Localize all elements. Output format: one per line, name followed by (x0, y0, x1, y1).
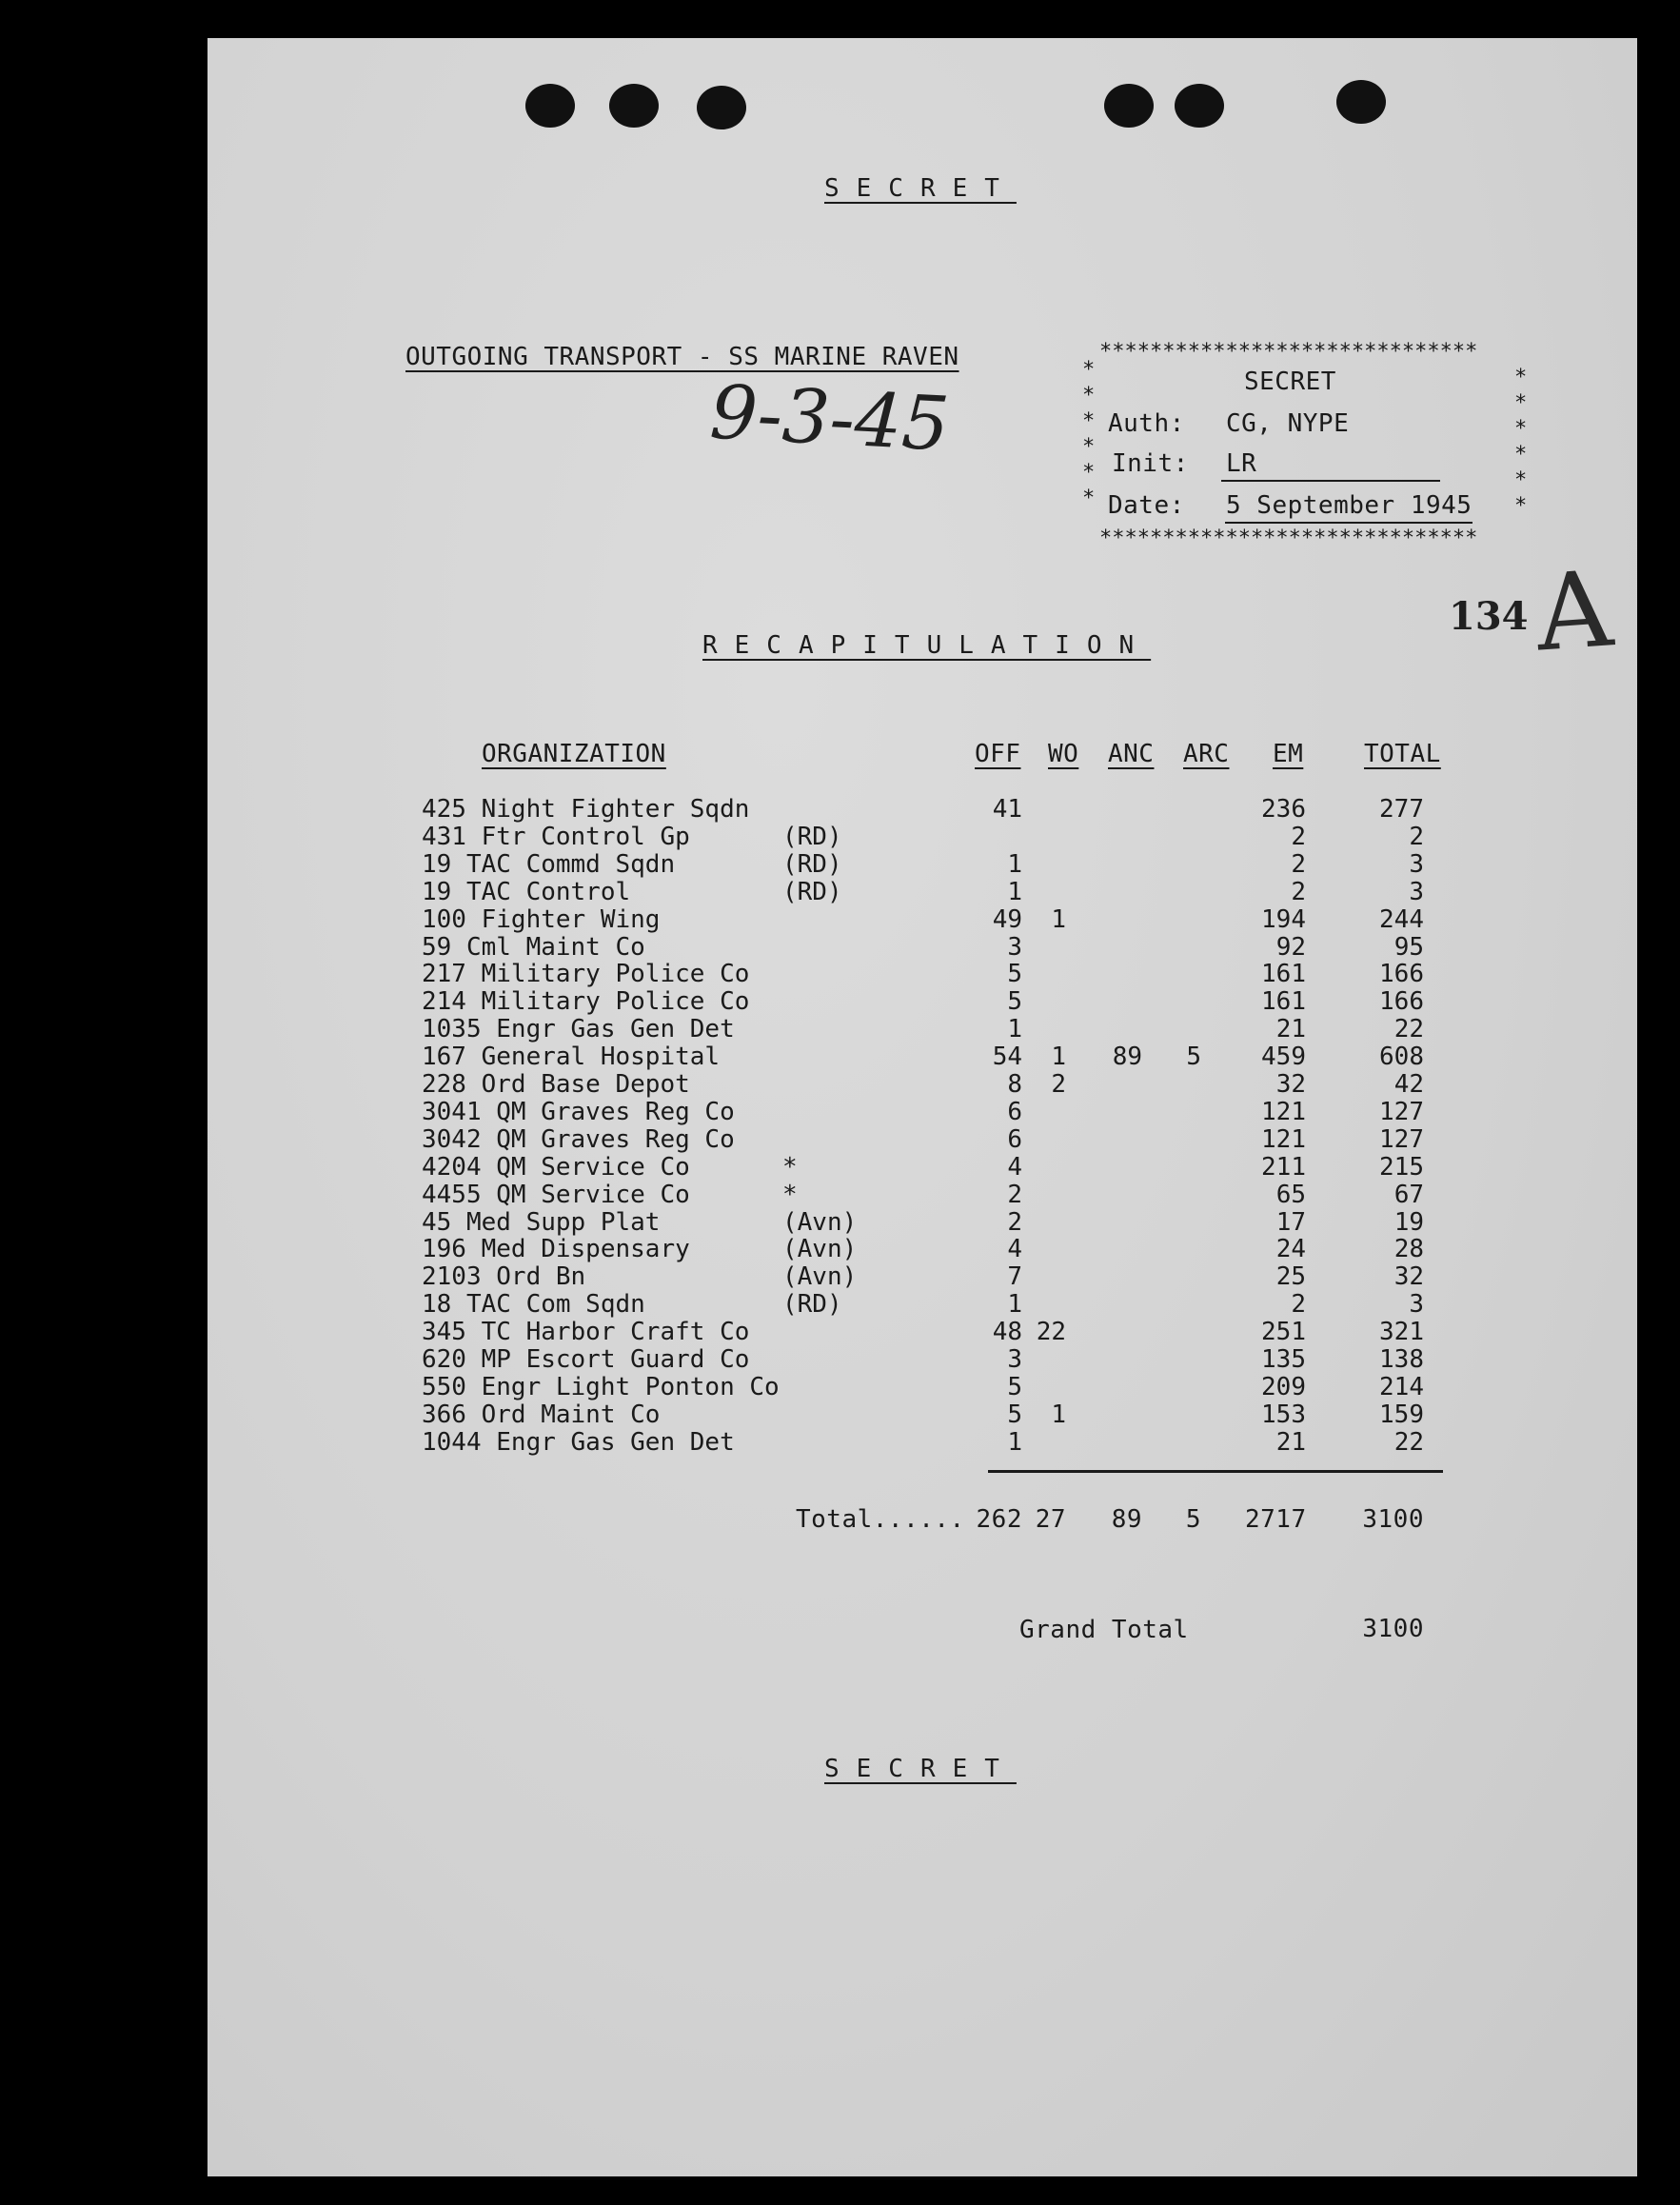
row-organization: 620 MP Escort Guard Co (422, 1345, 750, 1374)
row-em: 194 (1261, 904, 1306, 934)
row-note: (Avn) (782, 1262, 858, 1292)
init-underline (1221, 480, 1440, 482)
totals-rule (988, 1470, 1443, 1473)
row-em: 21 (1275, 1427, 1306, 1457)
row-off: 49 (992, 904, 1022, 934)
row-total: 166 (1379, 960, 1424, 989)
row-total: 138 (1379, 1345, 1424, 1374)
row-off: 5 (1007, 960, 1022, 989)
row-total: 277 (1379, 795, 1424, 824)
date-label: Date: (1108, 491, 1185, 520)
row-em: 459 (1261, 1043, 1306, 1072)
row-total: 32 (1393, 1262, 1424, 1292)
row-off: 1 (1007, 1015, 1022, 1044)
row-organization: 3042 QM Graves Reg Co (422, 1124, 735, 1154)
row-off: 6 (1007, 1097, 1022, 1126)
row-off: 5 (1007, 987, 1022, 1017)
auth-label: Auth: (1108, 409, 1185, 438)
row-organization: 550 Engr Light Ponton Co (422, 1372, 780, 1401)
row-em: 209 (1261, 1372, 1306, 1401)
row-total: 244 (1379, 904, 1424, 934)
auth-classification: SECRET (1244, 368, 1336, 396)
authorization-box (1077, 340, 1528, 550)
totals-off: 262 (976, 1505, 1022, 1534)
init-label: Init: (1112, 449, 1189, 478)
row-organization: 431 Ftr Control Gp (422, 822, 690, 851)
row-organization: 19 TAC Commd Sqdn (422, 849, 676, 879)
row-total: 28 (1393, 1235, 1424, 1264)
row-total: 608 (1379, 1043, 1424, 1072)
binder-hole (1104, 84, 1154, 128)
row-off: 1 (1007, 849, 1022, 879)
totals-label: Total...... (796, 1505, 965, 1534)
row-total: 159 (1379, 1400, 1424, 1429)
row-off: 48 (992, 1318, 1022, 1347)
row-em: 121 (1261, 1097, 1306, 1126)
row-off: 1 (1007, 1427, 1022, 1457)
row-em: 236 (1261, 795, 1306, 824)
star-border-bottom: ****************************** (1099, 526, 1478, 550)
row-em: 153 (1261, 1400, 1306, 1429)
totals-wo: 27 (1035, 1505, 1066, 1534)
row-organization: 2103 Ord Bn (422, 1262, 586, 1292)
row-total: 22 (1393, 1015, 1424, 1044)
col-header-em: EM (1273, 740, 1304, 768)
row-off: 1 (1007, 877, 1022, 906)
row-em: 2 (1291, 877, 1306, 906)
row-off: 41 (992, 795, 1022, 824)
binder-hole (1336, 80, 1386, 124)
row-em: 251 (1261, 1318, 1306, 1347)
row-off: 7 (1007, 1262, 1022, 1292)
binder-hole (1175, 84, 1224, 128)
row-note: (Avn) (782, 1235, 858, 1264)
row-em: 211 (1261, 1152, 1306, 1182)
row-off: 8 (1007, 1070, 1022, 1099)
row-em: 2 (1291, 822, 1306, 851)
row-total: 127 (1379, 1124, 1424, 1154)
classification-top: SECRET (824, 174, 1017, 203)
row-em: 17 (1275, 1207, 1306, 1237)
row-total: 3 (1409, 877, 1424, 906)
row-em: 161 (1261, 960, 1306, 989)
row-organization: 167 General Hospital (422, 1043, 721, 1072)
row-total: 3 (1409, 849, 1424, 879)
row-off: 6 (1007, 1124, 1022, 1154)
row-em: 121 (1261, 1124, 1306, 1154)
col-header-off: OFF (975, 740, 1021, 768)
row-organization: 228 Ord Base Depot (422, 1070, 690, 1099)
totals-arc: 5 (1185, 1505, 1201, 1534)
star-border-right: * * * * * * (1514, 366, 1528, 518)
row-organization: 214 Military Police Co (422, 987, 750, 1017)
row-em: 65 (1275, 1180, 1306, 1209)
row-total: 42 (1393, 1070, 1424, 1099)
col-header-total: TOTAL (1364, 740, 1441, 768)
row-organization: 217 Military Police Co (422, 960, 750, 989)
row-em: 2 (1291, 849, 1306, 879)
row-off: 4 (1007, 1235, 1022, 1264)
date-value: 5 September 1945 (1226, 491, 1472, 520)
row-off: 4 (1007, 1152, 1022, 1182)
row-total: 95 (1393, 932, 1424, 962)
row-em: 24 (1275, 1235, 1306, 1264)
row-total: 19 (1393, 1207, 1424, 1237)
row-off: 3 (1007, 1345, 1022, 1374)
handwritten-date: 9-3-45 (707, 369, 952, 468)
row-em: 32 (1275, 1070, 1306, 1099)
row-em: 135 (1261, 1345, 1306, 1374)
row-total: 321 (1379, 1318, 1424, 1347)
auth-value: CG, NYPE (1226, 409, 1350, 438)
row-organization: 366 Ord Maint Co (422, 1400, 661, 1429)
row-note: (RD) (782, 877, 842, 906)
star-border-top: ****************************** (1099, 340, 1478, 364)
date-underline (1225, 522, 1472, 524)
row-organization: 345 TC Harbor Craft Co (422, 1318, 750, 1347)
row-off: 5 (1007, 1400, 1022, 1429)
row-organization: 1044 Engr Gas Gen Det (422, 1427, 735, 1457)
row-total: 67 (1393, 1180, 1424, 1209)
init-value: LR (1226, 449, 1257, 478)
row-em: 161 (1261, 987, 1306, 1017)
row-em: 2 (1291, 1290, 1306, 1320)
row-wo: 1 (1051, 1043, 1066, 1072)
row-note: (RD) (782, 822, 842, 851)
row-organization: 3041 QM Graves Reg Co (422, 1097, 735, 1126)
row-total: 127 (1379, 1097, 1424, 1126)
col-header-wo: WO (1048, 740, 1079, 768)
recap-heading: RECAPITULATION (702, 631, 1152, 660)
totals-total: 3100 (1362, 1505, 1424, 1534)
row-off: 2 (1007, 1180, 1022, 1209)
binder-hole (525, 84, 575, 128)
row-off: 5 (1007, 1372, 1022, 1401)
row-organization: 18 TAC Com Sqdn (422, 1290, 645, 1320)
row-total: 22 (1393, 1427, 1424, 1457)
binder-hole (609, 84, 659, 128)
row-wo: 2 (1051, 1070, 1066, 1099)
row-organization: 425 Night Fighter Sqdn (422, 795, 750, 824)
row-note: * (782, 1152, 798, 1182)
row-anc: 89 (1112, 1043, 1142, 1072)
row-organization: 1035 Engr Gas Gen Det (422, 1015, 735, 1044)
row-off: 2 (1007, 1207, 1022, 1237)
col-header-anc: ANC (1108, 740, 1155, 768)
row-note: (Avn) (782, 1207, 858, 1237)
row-em: 25 (1275, 1262, 1306, 1292)
row-total: 2 (1409, 822, 1424, 851)
col-header-arc: ARC (1183, 740, 1230, 768)
row-organization: 100 Fighter Wing (422, 904, 661, 934)
page-number-stamp: 134 (1449, 594, 1529, 639)
binder-hole (697, 86, 746, 129)
row-note: (RD) (782, 849, 842, 879)
row-wo: 1 (1051, 1400, 1066, 1429)
row-organization: 196 Med Dispensary (422, 1235, 690, 1264)
totals-em: 2717 (1245, 1505, 1307, 1534)
col-header-organization: ORGANIZATION (482, 740, 666, 768)
totals-anc: 89 (1111, 1505, 1142, 1534)
row-off: 1 (1007, 1290, 1022, 1320)
row-organization: 59 Cml Maint Co (422, 932, 645, 962)
row-off: 3 (1007, 932, 1022, 962)
row-total: 215 (1379, 1152, 1424, 1182)
row-arc: 5 (1186, 1043, 1201, 1072)
row-off: 54 (992, 1043, 1022, 1072)
classification-bottom: SECRET (824, 1755, 1017, 1783)
transport-title: OUTGOING TRANSPORT - SS MARINE RAVEN (405, 343, 959, 371)
row-organization: 4204 QM Service Co (422, 1152, 690, 1182)
row-organization: 45 Med Supp Plat (422, 1207, 661, 1237)
row-wo: 1 (1051, 904, 1066, 934)
row-wo: 22 (1036, 1318, 1066, 1347)
page-letter-stamp: A (1532, 547, 1616, 675)
row-note: (RD) (782, 1290, 842, 1320)
row-total: 166 (1379, 987, 1424, 1017)
grand-total-label: Grand Total (1019, 1616, 1189, 1644)
grand-total-value: 3100 (1362, 1615, 1424, 1643)
row-total: 3 (1409, 1290, 1424, 1320)
row-organization: 19 TAC Control (422, 877, 631, 906)
row-em: 92 (1275, 932, 1306, 962)
star-border-left: * * * * * * (1082, 358, 1096, 510)
row-total: 214 (1379, 1372, 1424, 1401)
row-em: 21 (1275, 1015, 1306, 1044)
row-note: * (782, 1180, 798, 1209)
row-organization: 4455 QM Service Co (422, 1180, 690, 1209)
